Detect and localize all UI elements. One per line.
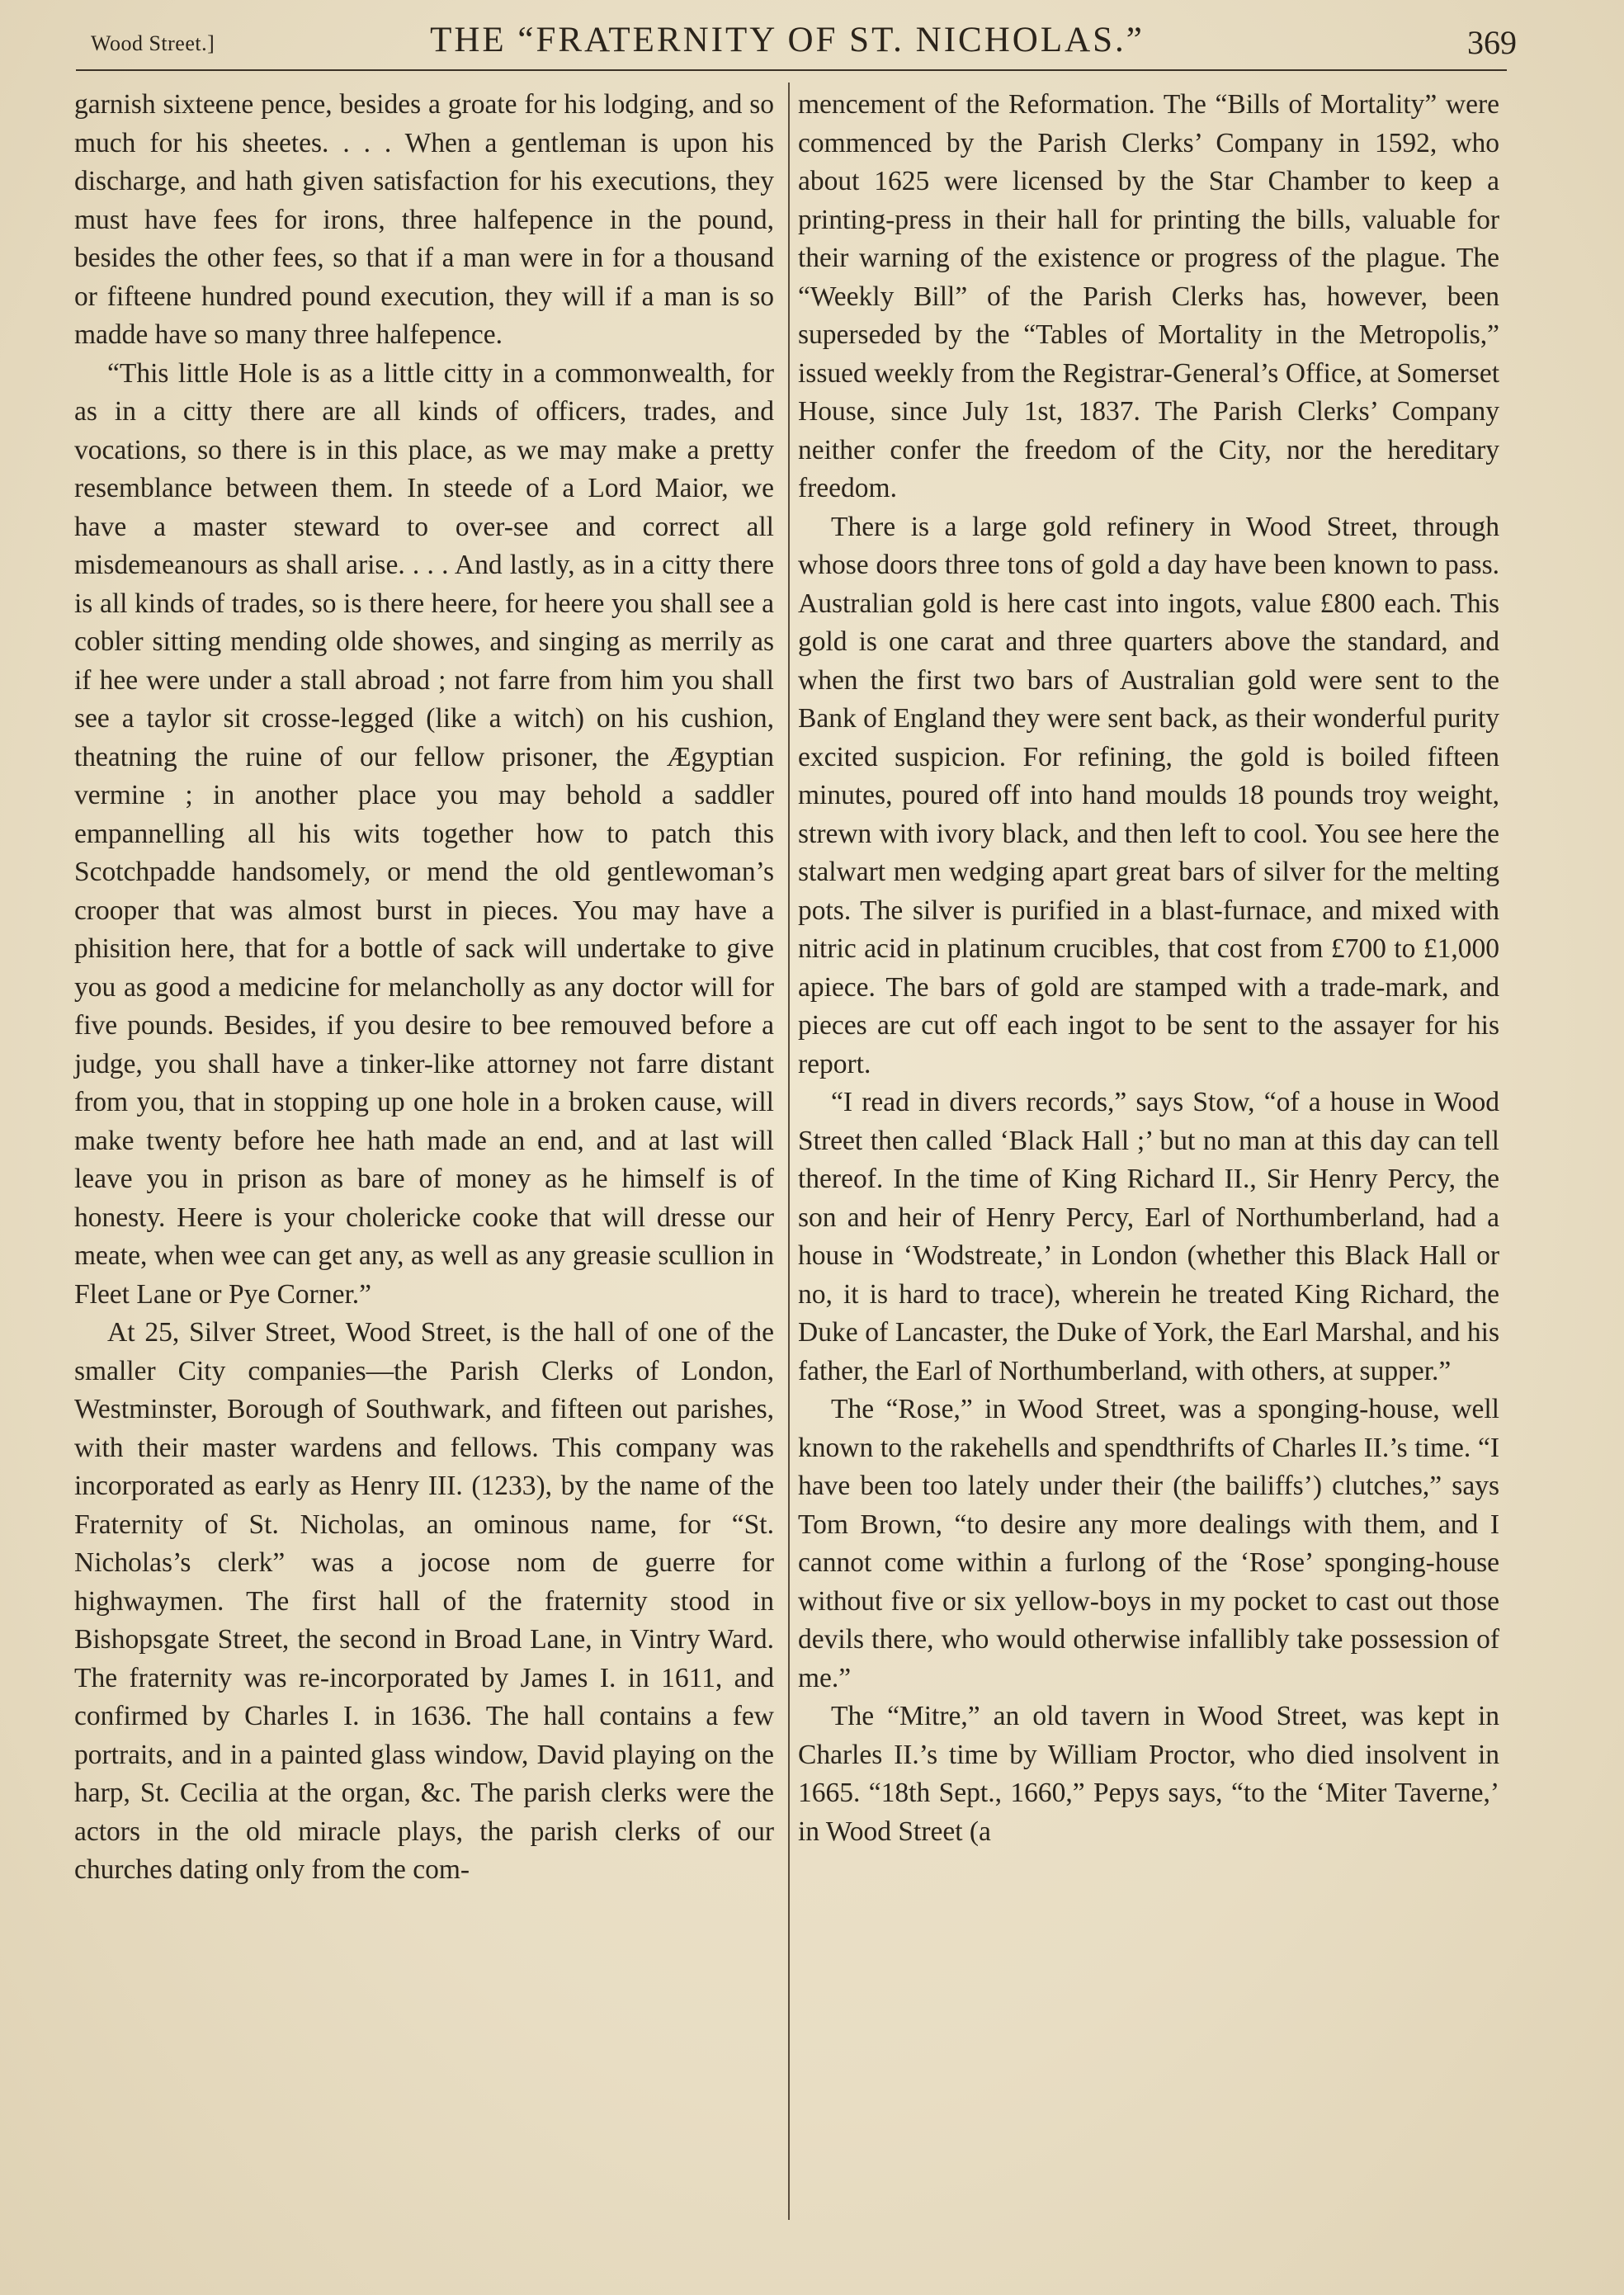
paragraph: The “Rose,” in Wood Street, was a sponging-house, well known to the rakehells and spendthrifts of Charles II.’s time. “I have been too lately under their (the bailiffs’) clutches,” says Tom Brown, “to desire any more dealings with them, and I cannot come within a furlong of the ‘Rose’ sponging-house without five or six yellow-boys in my pocket to cast out those devils there, who would otherwise infallibly take possession of me.”	[798, 1394, 1499, 1693]
running-head-section: Wood Street.]	[91, 31, 215, 55]
paragraph: “I read in divers records,” says Stow, “of a house in Wood Street then called ‘Black Hall ;’ but no man at this day can tell thereof. In the time of King Richard II., Sir Henry Percy, the son and heir of Henry Percy, Earl of Northumberland, had a house in ‘Wodstreate,’ in London (whether this Black Hall or no, it is hard to trace), wherein he treated King Richard, the Duke of Lancaster, the Duke of York, the Earl Marshal, and his father, the Earl of Northumberland, with others, at supper.”	[798, 1087, 1499, 1386]
paragraph: mencement of the Reformation. The “Bills of Mortality” were commenced by the Parish Clerks’ Company in 1592, who about 1625 were licensed by the Star Chamber to keep a printing-press in their hall for printing the bills, valuable for their warning of the existence or progress of the plague. The “Weekly Bill” of the Parish Clerks has, however, been superseded by the “Tables of Mortality in the Metropolis,” issued weekly from the Registrar-General’s Office, at Somerset House, since July 1st, 1837. The Parish Clerks’ Company neither confer the freedom of the City, nor the hereditary freedom.	[798, 89, 1499, 503]
paragraph: There is a large gold refinery in Wood Street, through whose doors three tons of gold a day have been known to pass. Australian gold is here cast into ingots, value £800 each. This gold is one carat and three quarters above the standard, and when the first two bars of Australian gold were sent to the Bank of England they were sent back, as their wonderful purity excited suspicion. For refining, the gold is boiled fifteen minutes, poured off into hand moulds 18 pounds troy weight, strewn with ivory black, and then left to cool. You see here the stalwart men wedging apart great bars of silver for the melting pots. The silver is purified in a blast-furnace, and mixed with nitric acid in platinum crucibles, that cost from £700 to £1,000 apiece. The bars of gold are stamped with a trade-mark, and pieces are cut off each ingot to be sent to the assayer for his report.	[798, 511, 1499, 1079]
running-head-title: THE “FRATERNITY OF ST. NICHOLAS.”	[430, 21, 1145, 59]
column-divider	[788, 83, 790, 2220]
page-number: 369	[1467, 24, 1517, 61]
right-column	[798, 86, 1499, 1851]
paragraph: At 25, Silver Street, Wood Street, is the hall of one of the smaller City companies—the Parish Clerks of London, Westminster, Borough of Southwark, and fifteen out parishes, with their master wardens and fellows. This company was incorporated as early as Henry III. (1233), by the name of the Fraternity of St. Nicholas, an ominous name, for “St. Nicholas’s clerk” was a jocose nom de guerre for highwaymen. The first hall of the fraternity stood in Bishopsgate Street, the second in Broad Lane, in Vintry Ward. The fraternity was re-incorporated by James I. in 1611, and confirmed by Charles I. in 1636. The hall contains a few portraits, and in a painted glass window, David playing on the harp, St. Cecilia at the organ, &c. The parish clerks were the actors in the old miracle plays, the parish clerks of our churches dating only from the com-	[74, 1317, 774, 1885]
header-rule	[76, 69, 1507, 71]
left-column	[74, 86, 774, 1890]
running-head	[74, 17, 1517, 66]
paragraph: “This little Hole is as a little citty in a commonwealth, for as in a citty there are all kinds of officers, trades, and vocations, so there is in this place, as we may make a pretty resemblance between them. In steede of a Lord Maior, we have a master steward to over-see and correct all misdemeanours as shall arise. . . . And lastly, as in a citty there is all kinds of trades, so is there heere, for heere you shall see a cobler sitting mending olde showes, and singing as merrily as if hee were under a stall abroad ; not farre from him you shall see a taylor sit crosse-legged (like a witch) on his cushion, theatning the ruine of our fellow prisoner, the Ægyptian vermine ; in another place you may behold a saddler empannelling all his wits together how to patch this Scotchpadde handsomely, or mend the old gentlewoman’s crooper that was almost burst in pieces. You may have a phisition here, that for a bottle of sack will undertake to give you as good a medicine for melancholly as any doctor will for five pounds. Besides, if you desire to bee remouved before a judge, you shall have a tinker-like attorney not farre distant from you, that in stopping up one hole in a broken cause, will make twenty before hee hath made an end, and at last will leave you in prison as bare of money as he himself is of honesty. Heere is your cholericke cooke that will dresse our meate, when wee can get any, as well as any greasie scullion in Fleet Lane or Pye Corner.”	[74, 357, 774, 1310]
paragraph: garnish sixteene pence, besides a groate for his lodging, and so much for his sheetes. . . . When a gentleman is upon his discharge, and hath given satisfaction for his executions, they must have fees for irons, three halfepence in the pound, besides the other fees, so that if a man were in for a thousand or fifteene hundred pound execution, they will if a man is so madde have so many three halfepence.	[74, 89, 774, 350]
paragraph: The “Mitre,” an old tavern in Wood Street, was kept in Charles II.’s time by William Proctor, who died insolvent in 1665. “18th Sept., 1660,” Pepys says, “to the ‘Miter Taverne,’ in Wood Street (a	[798, 1701, 1499, 1847]
